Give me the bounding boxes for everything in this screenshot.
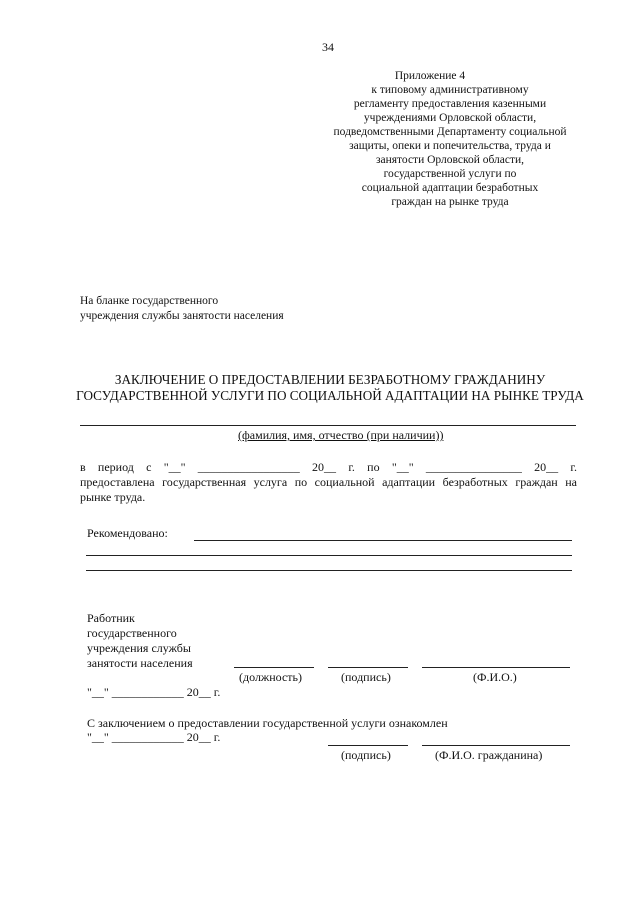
annex-header [300, 69, 600, 209]
recommended-label: Рекомендовано: [87, 526, 168, 540]
worker-fio-line[interactable] [422, 667, 570, 668]
worker-label-line: занятости населения [87, 656, 193, 670]
blank-note-line: На бланке государственного [80, 295, 219, 307]
annex-line: занятости Орловской области, [375, 154, 525, 166]
citizen-fio-caption: (Ф.И.О. гражданина) [435, 748, 543, 762]
worker-label-line: Работник [87, 611, 135, 625]
fio-caption: (фамилия, имя, отчество (при наличии)) [238, 428, 444, 442]
period-line-2: предоставлена государственная услуга по социальной адаптации безработных граждан на [80, 475, 577, 489]
period-line-3: рынке труда. [80, 490, 146, 504]
acquaint-date-line: "__" ____________ 20__ г. [87, 730, 221, 744]
title-line-1: ЗАКЛЮЧЕНИЕ О ПРЕДОСТАВЛЕНИИ БЕЗРАБОТНОМУ ГРАЖДАНИНУ [114, 372, 546, 387]
page-number: 34 [322, 40, 334, 54]
citizen-signature-caption: (подпись) [341, 748, 391, 762]
signature-caption: (подпись) [341, 670, 391, 684]
annex-line: к типовому административному [371, 84, 529, 96]
worker-label-line: учреждения службы [87, 641, 191, 655]
worker-date-line: "__" ____________ 20__ г. [87, 685, 221, 699]
period-paragraph [80, 460, 577, 504]
blank-note [80, 294, 284, 323]
acquaint-text: С заключением о предоставлении государственной услуги ознакомлен [87, 716, 448, 730]
blank-note-line: учреждения службы занятости населения [80, 310, 284, 322]
period-line-1: в период с "__" _________________ 20__ г. по "__" ________________ 20__ г. [80, 460, 577, 474]
signature-line[interactable] [328, 667, 408, 668]
recommended-line-2[interactable] [86, 555, 572, 556]
document-title [60, 372, 600, 404]
annex-line: подведомственными Департаменту социальной [333, 126, 567, 138]
fio-fill-line[interactable] [80, 425, 576, 426]
citizen-signature-line[interactable] [328, 745, 408, 746]
position-caption: (должность) [239, 670, 302, 684]
worker-label-line: государственного [87, 626, 177, 640]
position-line[interactable] [234, 667, 314, 668]
recommended-line-3[interactable] [86, 570, 572, 571]
worker-label [87, 611, 193, 670]
annex-line: регламенту предоставления казенными [353, 98, 547, 110]
annex-line: защиты, опеки и попечительства, труда и [349, 140, 551, 152]
worker-fio-caption: (Ф.И.О.) [473, 670, 517, 684]
annex-line: социальной адаптации безработных [361, 182, 539, 194]
title-line-2: ГОСУДАРСТВЕННОЙ УСЛУГИ ПО СОЦИАЛЬНОЙ АДАПТАЦИИ НА РЫНКЕ ТРУДА [76, 388, 584, 403]
recommended-line-1[interactable] [194, 540, 572, 541]
annex-line: государственной услуги по [383, 168, 517, 180]
annex-line: граждан на рынке труда [391, 196, 509, 208]
citizen-fio-line[interactable] [422, 745, 570, 746]
annex-line: учреждениями Орловской области, [363, 112, 537, 124]
annex-line: Приложение 4 [394, 70, 466, 82]
